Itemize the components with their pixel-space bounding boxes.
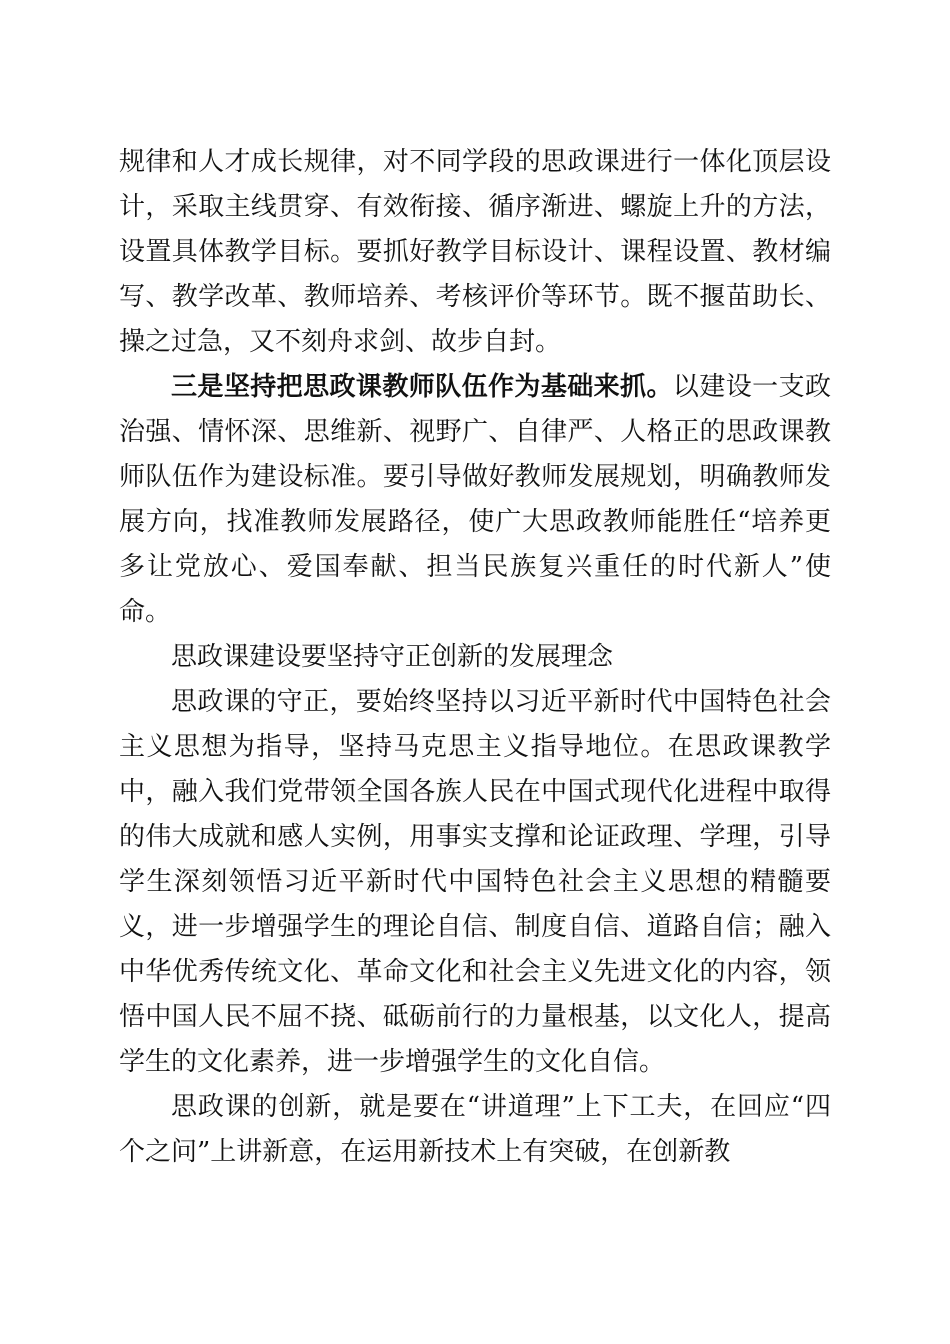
paragraph-text: 思政课的守正，要始终坚持以习近平新时代中国特色社会主义思想为指导，坚持马克思主义指导地位。在思政课教学中，融入我们党带领全国各族人民在中国式现代化进程中取得的伟大成就和感人实例，用事实支撑和论证政理、学理，引导学生深刻领悟习近平新时代中国特色社会主义思想的精髓要义，进一步增强学生的理论自信、制度自信、道路自信；融入中华优秀传统文化、革命文化和社会主义先进文化的内容，领悟中国人民不屈不挠、砥砺前行的力量根基，以文化人，提高学生的文化素养，进一步增强学生的文化自信。 — [119, 687, 831, 1077]
paragraph-text: 思政课的创新，就是要在“讲道理”上下工夫，在回应“四个之问”上讲新意，在运用新技术上有突破，在创新教 — [119, 1092, 831, 1167]
paragraph-text: 规律和人才成长规律，对不同学段的思政课进行一体化顶层设计，采取主线贯穿、有效衔接、循序渐进、螺旋上升的方法，设置具体教学目标。要抓好教学目标设计、课程设置、教材编写、教学改革、教师培养、考核评价等环节。既不揠苗助长、操之过急，又不刻舟求剑、故步自封。 — [119, 147, 831, 357]
paragraph-text: 以建设一支政治强、情怀深、思维新、视野广、自律严、人格正的思政课教师队伍作为建设标准。要引导做好教师发展规划，明确教师发展方向，找准教师发展路径，使广大思政教师能胜任“培养更多让党放心、爱国奉献、担当民族复兴重任的时代新人”使命。 — [119, 372, 831, 627]
paragraph-shouzheng — [119, 680, 831, 1085]
paragraph-teacher-team — [119, 365, 831, 635]
paragraph-chuangxin — [119, 1085, 831, 1175]
paragraph-continuation — [119, 140, 831, 365]
paragraph-lead-sentence: 三是坚持把思政课教师队伍作为基础来抓。 — [171, 372, 673, 402]
section-heading-text: 思政课建设要坚持守正创新的发展理念 — [171, 642, 614, 672]
document-body — [119, 140, 831, 1175]
section-heading — [119, 635, 831, 680]
